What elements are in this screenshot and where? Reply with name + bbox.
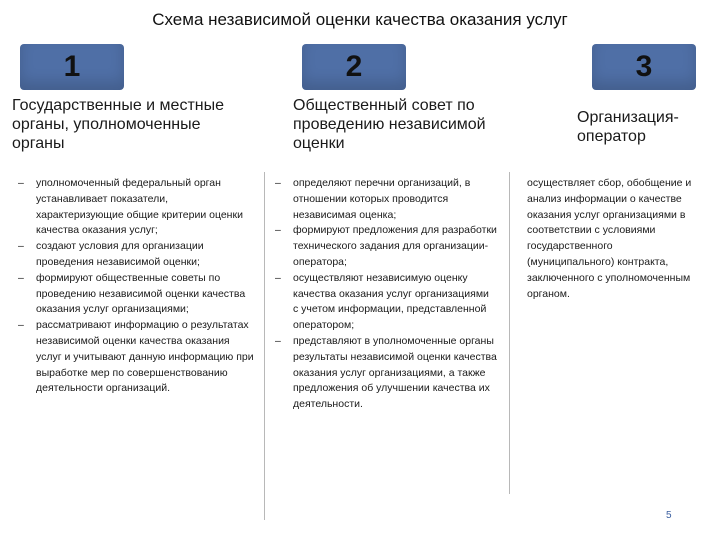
column-1-number: 1	[63, 50, 81, 83]
column-2-number: 2	[345, 50, 363, 83]
column-divider-left	[264, 172, 265, 520]
column-2-list	[269, 176, 497, 413]
list-item: – создают условия для организации проведения независимой оценки;	[12, 239, 254, 271]
column-3-number-box	[592, 44, 696, 90]
column-2-heading: Общественный совет по проведению независимой оценки	[293, 97, 486, 152]
list-item: – представляют в уполномоченные органы результаты независимой оценки качества оказания услуг организациями, а также предложения об улучшении качества их деятельности.	[269, 334, 497, 413]
slide-title: Схема независимой оценки качества оказания услуг	[152, 10, 568, 29]
column-2-number-box	[302, 44, 406, 90]
column-1-number-box	[20, 44, 124, 90]
column-3-text: осуществляет сбор, обобщение и анализ информации о качестве оказания услуг организациями в соответствии с условиями государственного (муниципального) контракта, заключенного с уполномоченным органом.	[527, 177, 692, 300]
column-3-heading: Организация-оператор	[577, 109, 679, 145]
list-item: – определяют перечни организаций, в отношении которых проводится независимая оценка;	[269, 176, 497, 223]
list-item: – формируют общественные советы по проведению независимой оценки качества оказания услуг организациями;	[12, 271, 254, 318]
page-number: 5	[666, 510, 672, 521]
column-3-number: 3	[635, 50, 653, 83]
column-1-heading: Государственные и местные органы, уполномоченные органы	[12, 97, 224, 152]
list-item: – формируют предложения для разработки технического задания для организации-оператора;	[269, 223, 497, 270]
column-divider-right	[509, 172, 510, 494]
list-item: – уполномоченный федеральный орган устанавливает показатели, характеризующие общие критерии оценки качества оказания услуг;	[12, 176, 254, 239]
list-item: – рассматривают информацию о результатах независимой оценки качества оказания услуг и учитывают данную информацию при выработке мер по совершенствованию деятельности организаций.	[12, 318, 254, 397]
column-1-list	[12, 176, 254, 397]
list-item: – осуществляют независимую оценку качества оказания услуг организациями с учетом информации, представленной оператором;	[269, 271, 497, 334]
